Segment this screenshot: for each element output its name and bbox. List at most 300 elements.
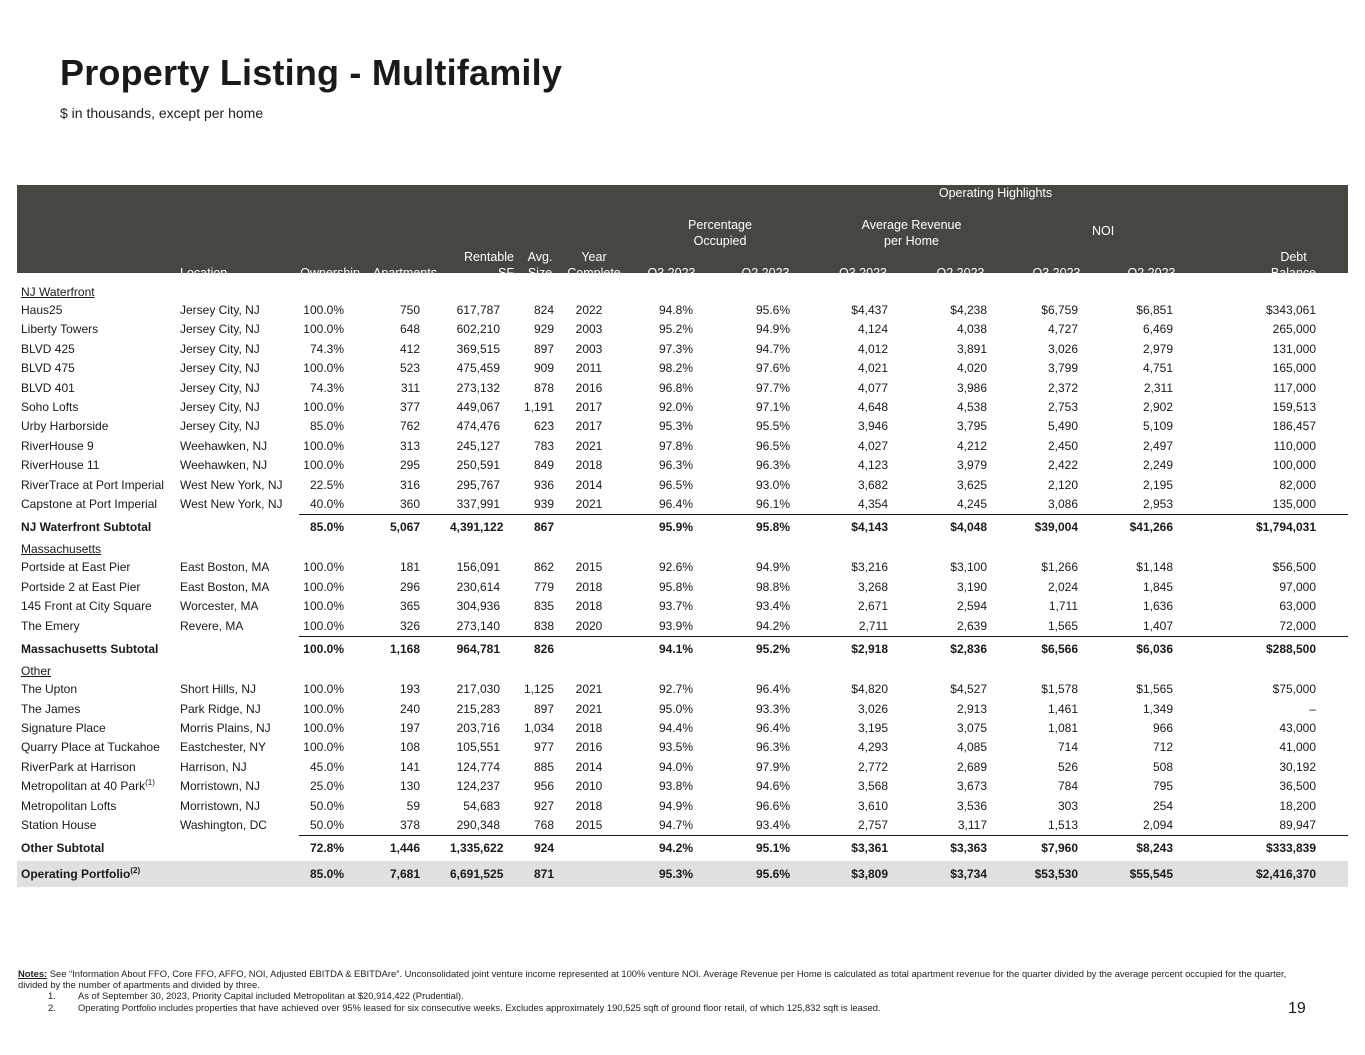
cell-rev-q3: 2,772 [857, 759, 888, 774]
cell-rev-q3: 3,946 [857, 419, 888, 434]
property-table [17, 185, 1348, 887]
cell-name: Urby Harborside [21, 419, 109, 434]
cell-noi-q3: 1,461 [1047, 701, 1078, 716]
cell-debt-balance: $1,794,031 [1199, 515, 1348, 541]
cell-avg-size: 826 [518, 637, 562, 663]
cell-debt-balance: $56,500 [1272, 560, 1317, 575]
cell-noi-q2: 254 [1152, 798, 1173, 813]
cell-debt-balance: 82,000 [1279, 477, 1317, 492]
cell-rev-q3: $2,918 [814, 637, 912, 663]
cell-rentable-sf: 215,283 [456, 701, 500, 716]
cell-ownership: 74.3% [309, 341, 344, 356]
cell-rentable-sf: 475,459 [456, 361, 500, 376]
cell-debt-balance: 186,457 [1272, 419, 1317, 434]
header-noi-q2: Q2 2023 [1127, 266, 1176, 280]
subtotal-row-other [17, 836, 1348, 862]
cell-noi-q2: 2,497 [1142, 438, 1173, 453]
cell-location: Worcester, MA [180, 599, 259, 614]
cell-rev-q2: $4,048 [912, 515, 1009, 541]
cell-ownership: 50.0% [309, 817, 344, 832]
cell-occ-q2: 97.6% [755, 361, 790, 376]
cell-year-complete: 2021 [575, 682, 603, 697]
notes-text: See “Information About FFO, Core FFO, AFFO, NOI, Adjusted EBITDA & EBITDAre”. Unconsolidated joint venture income represented at 100% venture NOI. Average Revenue per Home is calculated as total apartment revenue for the quarter divided by the average percent occupied for the quarter, divided by the number of apartments and divided by three. [18, 968, 1287, 991]
cell-name: Other Subtotal [21, 841, 105, 856]
table-row [17, 700, 1348, 719]
cell-occ-q2: 98.8% [755, 579, 790, 594]
cell-avg-size: 878 [533, 380, 554, 395]
cell-noi-q2: 966 [1152, 720, 1173, 735]
cell-occ-q3: 94.7% [658, 817, 693, 832]
cell-name: RiverHouse 11 [21, 458, 100, 473]
cell-noi-q2: 1,845 [1142, 579, 1173, 594]
section-label: Other [21, 664, 52, 679]
cell-ownership: 100.0% [303, 682, 344, 697]
cell-rentable-sf: 273,132 [456, 380, 500, 395]
table-row [17, 777, 1348, 796]
cell-noi-q2: 2,311 [1143, 380, 1173, 395]
cell-occ-q2: 93.4% [755, 817, 790, 832]
cell-rev-q2: 4,038 [956, 322, 987, 337]
cell-rev-q2: $4,238 [950, 303, 987, 317]
cell-debt-balance: 135,000 [1272, 497, 1317, 512]
operating-highlights-label: Operating Highlights [938, 186, 1053, 200]
cell-ownership: 85.0% [309, 419, 344, 434]
cell-occ-q2: 94.7% [755, 341, 790, 356]
cell-ownership: 100.0% [303, 560, 344, 575]
cell-noi-q3: 2,024 [1047, 579, 1078, 594]
cell-occ-q2: 96.4% [755, 682, 790, 697]
cell-occ-q3: 95.0% [658, 701, 693, 716]
cell-noi-q3: 1,711 [1048, 599, 1078, 614]
cell-debt-balance: 117,000 [1273, 380, 1317, 395]
footnote-2: 2. Operating Portfolio includes properties that have achieved over 95% leased for six consecutive weeks. Excludes approximately 190,525 sqft of ground floor retail, of which 125,832 sqft is leased. [48, 1001, 881, 1013]
cell-apartments: 240 [399, 701, 420, 716]
cell-location: Jersey City, NJ [180, 380, 260, 395]
cell-name: Haus25 [21, 303, 63, 317]
cell-occ-q2: 95.8% [717, 515, 814, 541]
cell-rev-q3: $3,809 [814, 861, 912, 887]
cell-occ-q3: 96.3% [658, 458, 693, 473]
cell-occ-q3: 95.3% [626, 861, 717, 887]
cell-ownership: 100.0% [303, 438, 344, 453]
cell-ownership: 100.0% [303, 599, 344, 614]
cell-occ-q2: 94.9% [755, 322, 790, 337]
cell-rev-q3: 3,026 [857, 701, 888, 716]
cell-year-complete: 2021 [575, 497, 603, 512]
section-header-other [17, 662, 1348, 680]
cell-location: Morris Plains, NJ [180, 720, 271, 735]
cell-apartments: 7,681 [364, 861, 446, 887]
cell-location [176, 861, 299, 887]
cell-rev-q2: 2,913 [956, 701, 987, 716]
cell-rev-q3: 3,610 [857, 798, 888, 813]
cell-debt-balance: 110,000 [1273, 438, 1317, 453]
cell-occ-q2: 94.9% [755, 560, 790, 575]
page-number: 19 [1288, 1000, 1306, 1017]
cell-location: Jersey City, NJ [180, 303, 260, 317]
cell-avg-size: 1,034 [523, 720, 554, 735]
cell-ownership: 100.0% [303, 720, 344, 735]
cell-rev-q2: 4,020 [956, 361, 987, 376]
cell-location: Washington, DC [180, 818, 267, 833]
cell-debt-balance: $2,416,370 [1199, 861, 1348, 887]
header-percentage-occupied: Percentage Occupied [688, 218, 752, 248]
footnote-marker: (2) [130, 866, 141, 876]
cell-location: Morristown, NJ [180, 798, 261, 813]
cell-apartments: 295 [399, 458, 420, 473]
cell-noi-q3: 3,026 [1047, 341, 1078, 356]
cell-occ-q3: 93.9% [658, 618, 693, 633]
cell-occ-q2: 96.3% [755, 740, 790, 755]
cell-debt-balance: 72,000 [1279, 618, 1317, 633]
cell-occ-q2: 96.1% [755, 497, 790, 512]
cell-rentable-sf: 449,067 [456, 400, 500, 415]
cell-ownership: 50.0% [309, 798, 344, 813]
table-row [17, 301, 1348, 320]
cell-rev-q3: $3,216 [851, 560, 888, 575]
cell-rev-q2: 3,891 [956, 341, 987, 356]
cell-rev-q2: 3,117 [957, 817, 987, 832]
cell-ownership: 74.3% [309, 380, 344, 395]
cell-year-complete: 2016 [575, 380, 603, 395]
cell-rev-q2: 3,795 [956, 419, 987, 434]
header-location: Location [180, 266, 228, 280]
cell-rev-q2: 2,689 [956, 759, 987, 774]
cell-location: East Boston, MA [180, 579, 270, 594]
cell-apartments: 108 [399, 740, 420, 755]
cell-noi-q2: 2,195 [1142, 477, 1173, 492]
operating-portfolio-row [17, 861, 1348, 887]
cell-ownership: 100.0% [303, 740, 344, 755]
cell-noi-q2: 1,349 [1142, 701, 1173, 716]
cell-occ-q2: 94.2% [755, 618, 790, 633]
table-row [17, 719, 1348, 738]
cell-avg-size: 824 [533, 303, 554, 317]
cell-noi-q2: 2,249 [1142, 458, 1173, 473]
cell-apartments: 1,168 [364, 637, 446, 663]
cell-avg-size: 871 [518, 861, 562, 887]
cell-debt-balance: 43,000 [1279, 720, 1317, 735]
table-row [17, 816, 1348, 836]
cell-apartments: 378 [399, 817, 420, 832]
cell-occ-q3: 94.8% [658, 303, 693, 317]
cell-rev-q3: $4,143 [814, 515, 912, 541]
cell-avg-size: 897 [533, 341, 554, 356]
cell-apartments: 59 [406, 798, 420, 813]
table-row [17, 597, 1348, 616]
cell-rentable-sf: 964,781 [446, 637, 518, 663]
table-row [17, 456, 1348, 475]
cell-year-complete: 2017 [575, 400, 603, 415]
cell-year-complete: 2016 [575, 740, 603, 755]
cell-apartments: 141 [399, 759, 420, 774]
cell-noi-q2: 2,902 [1142, 400, 1173, 415]
cell-name: Liberty Towers [21, 322, 99, 337]
cell-avg-size: 929 [533, 322, 554, 337]
notes-label: Notes: [18, 968, 48, 979]
cell-occ-q2: 95.1% [717, 836, 814, 862]
page-title: Property Listing - Multifamily [60, 52, 563, 93]
cell-noi-q2: 2,953 [1142, 497, 1173, 512]
cell-avg-size: 867 [518, 515, 562, 541]
cell-noi-q3: 1,565 [1047, 618, 1078, 633]
cell-year-complete: 2018 [575, 458, 603, 473]
cell-apartments: 193 [399, 682, 420, 697]
cell-rev-q3: 3,568 [857, 779, 888, 794]
cell-noi-q2: $1,148 [1136, 560, 1173, 575]
header-occ-q2: Q2 2023 [741, 266, 790, 280]
cell-occ-q2: 95.6% [755, 303, 790, 317]
table-body [17, 283, 1348, 887]
cell-name: NJ Waterfront Subtotal [21, 520, 152, 535]
cell-location: East Boston, MA [180, 560, 270, 575]
cell-avg-size: 897 [533, 701, 554, 716]
cell-rev-q2: 4,538 [956, 400, 987, 415]
cell-rev-q3: $3,361 [814, 836, 912, 862]
cell-name: Metropolitan Lofts [21, 798, 117, 813]
cell-year-complete: 2011 [576, 361, 602, 376]
cell-year-complete: 2018 [575, 798, 603, 813]
cell-debt-balance: 97,000 [1279, 579, 1317, 594]
cell-occ-q3: 95.3% [658, 419, 693, 434]
cell-location: Jersey City, NJ [180, 400, 260, 415]
cell-occ-q3: 94.2% [626, 836, 717, 862]
cell-occ-q2: 93.3% [755, 701, 790, 716]
cell-avg-size: 838 [533, 618, 554, 633]
subtotal-row-nj [17, 515, 1348, 541]
cell-year-complete [562, 515, 626, 541]
table-row [17, 320, 1348, 339]
cell-rev-q2: 3,625 [956, 477, 987, 492]
cell-debt-balance: $343,061 [1265, 303, 1317, 317]
table-row [17, 797, 1348, 816]
cell-noi-q2: $1,565 [1136, 682, 1173, 697]
cell-debt-balance: $288,500 [1199, 637, 1348, 663]
cell-rev-q3: 4,293 [857, 740, 888, 755]
cell-debt-balance: $75,000 [1272, 682, 1317, 697]
table-row [17, 340, 1348, 359]
header-noi: NOI [1092, 224, 1115, 238]
cell-location: Short Hills, NJ [180, 682, 257, 697]
cell-apartments: 311 [400, 380, 420, 395]
cell-rentable-sf: 295,767 [456, 477, 500, 492]
cell-year-complete: 2015 [575, 817, 603, 832]
cell-rentable-sf: 250,591 [456, 458, 500, 473]
cell-occ-q2: 96.4% [755, 720, 790, 735]
cell-location: Weehawken, NJ [180, 438, 268, 453]
cell-debt-balance: 165,000 [1272, 361, 1317, 376]
cell-occ-q2: 95.2% [717, 637, 814, 663]
cell-noi-q2: 795 [1152, 779, 1173, 794]
cell-occ-q3: 93.5% [658, 740, 693, 755]
header-rev-q3: Q3 2023 [839, 266, 887, 280]
cell-name: Signature Place [21, 720, 106, 735]
cell-noi-q3: 3,086 [1047, 497, 1078, 512]
cell-rev-q3: 3,195 [857, 720, 888, 735]
cell-apartments: 412 [399, 341, 420, 356]
table-row [17, 578, 1348, 597]
cell-noi-q2: 508 [1152, 759, 1173, 774]
cell-location: Morristown, NJ [180, 779, 261, 794]
cell-location: Weehawken, NJ [180, 458, 268, 473]
cell-noi-q3: 784 [1057, 779, 1078, 794]
cell-noi-q3: $6,566 [1009, 637, 1104, 663]
cell-name: BLVD 425 [21, 341, 75, 356]
cell-noi-q2: $41,266 [1104, 515, 1199, 541]
cell-rentable-sf: 105,551 [456, 740, 500, 755]
cell-location: West New York, NJ [180, 477, 283, 492]
cell-rentable-sf: 124,237 [456, 779, 500, 794]
page-subtitle: $ in thousands, except per home [60, 105, 264, 121]
table-row [17, 680, 1348, 699]
notes [18, 968, 1288, 1013]
cell-rev-q2: $3,734 [912, 861, 1009, 887]
subtotal-row-ma [17, 637, 1348, 663]
cell-location: Eastchester, NY [180, 740, 267, 755]
cell-rev-q2: 4,245 [956, 497, 987, 512]
cell-ownership: 85.0% [299, 861, 364, 887]
cell-rev-q3: 4,123 [857, 458, 888, 473]
cell-occ-q2: 97.9% [755, 759, 790, 774]
cell-occ-q3: 95.8% [658, 579, 693, 594]
cell-occ-q2: 93.4% [755, 599, 790, 614]
cell-apartments: 360 [399, 497, 420, 512]
cell-rev-q3: $4,437 [851, 303, 888, 317]
cell-avg-size: 924 [518, 836, 562, 862]
cell-noi-q2: 4,751 [1142, 361, 1173, 376]
cell-occ-q2: 97.1% [755, 400, 790, 415]
cell-location: Harrison, NJ [180, 759, 247, 774]
cell-year-complete: 2010 [575, 779, 603, 794]
table-header [17, 185, 1348, 283]
table-row [17, 617, 1348, 637]
cell-occ-q2: 96.5% [755, 438, 790, 453]
cell-occ-q3: 93.7% [658, 599, 693, 614]
cell-name: 145 Front at City Square [21, 599, 152, 614]
cell-year-complete [562, 861, 626, 887]
cell-ownership: 72.8% [299, 836, 364, 862]
cell-avg-size: 768 [533, 817, 554, 832]
cell-rentable-sf: 273,140 [456, 618, 500, 633]
cell-apartments: 316 [399, 477, 420, 492]
cell-noi-q2: 712 [1152, 740, 1173, 755]
cell-rev-q2: 2,639 [956, 618, 987, 633]
cell-noi-q2: 2,979 [1142, 341, 1173, 356]
cell-rev-q3: 3,268 [857, 579, 888, 594]
cell-occ-q3: 96.4% [658, 497, 693, 512]
cell-rev-q2: 4,212 [956, 438, 987, 453]
cell-debt-balance: $333,839 [1199, 836, 1348, 862]
cell-rev-q3: 4,077 [857, 380, 888, 395]
cell-rev-q3: 4,124 [857, 322, 888, 337]
cell-rentable-sf: 156,091 [456, 560, 500, 575]
header-rev-q2: Q2 2023 [936, 266, 985, 280]
cell-occ-q2: 94.6% [755, 779, 790, 794]
cell-debt-balance: 131,000 [1272, 341, 1317, 356]
cell-name: Portside at East Pier [21, 560, 131, 575]
cell-rentable-sf: 217,030 [456, 682, 500, 697]
cell-noi-q3: 303 [1057, 798, 1078, 813]
cell-avg-size: 862 [533, 560, 554, 575]
cell-ownership: 100.0% [303, 400, 344, 415]
cell-ownership: 25.0% [309, 779, 344, 794]
cell-year-complete: 2014 [575, 759, 603, 774]
cell-occ-q3: 97.8% [658, 438, 693, 453]
cell-noi-q3: $53,530 [1009, 861, 1104, 887]
cell-apartments: 313 [399, 438, 420, 453]
cell-apartments: 377 [399, 400, 420, 415]
cell-apartments: 296 [399, 579, 420, 594]
cell-noi-q3: 2,372 [1047, 380, 1078, 395]
cell-noi-q3: 2,422 [1047, 458, 1078, 473]
header-avg-size: Avg. Size [527, 250, 553, 280]
cell-noi-q2: $8,243 [1104, 836, 1199, 862]
header-noi-q3: NOI Q3 2023 [1032, 224, 1115, 280]
cell-ownership: 100.0% [303, 579, 344, 594]
cell-noi-q3: 526 [1057, 759, 1078, 774]
header-year-complete: Year Complete [567, 250, 621, 280]
cell-rentable-sf: 369,515 [456, 341, 500, 356]
cell-noi-q3: 3,799 [1047, 361, 1078, 376]
cell-occ-q2: 96.6% [755, 798, 790, 813]
cell-year-complete: 2018 [575, 579, 603, 594]
cell-location: Jersey City, NJ [180, 419, 260, 434]
cell-occ-q3: 98.2% [658, 361, 693, 376]
cell-debt-balance: 265,000 [1272, 322, 1317, 337]
cell-rev-q3: 4,021 [857, 361, 888, 376]
cell-rentable-sf: 290,348 [456, 817, 500, 832]
cell-avg-size: 885 [533, 759, 554, 774]
cell-occ-q3: 92.0% [658, 400, 693, 415]
cell-ownership: 45.0% [309, 759, 344, 774]
header-apartments: Apartments [373, 266, 437, 280]
cell-year-complete: 2020 [575, 618, 603, 633]
cell-name: Massachusetts Subtotal [21, 641, 159, 656]
cell-noi-q2: 5,109 [1142, 419, 1173, 434]
cell-noi-q2: 6,469 [1142, 322, 1173, 337]
cell-rentable-sf: 337,991 [456, 497, 500, 512]
cell-name: Capstone at Port Imperial [21, 497, 158, 512]
cell-year-complete: 2017 [575, 419, 603, 434]
cell-noi-q2: 2,094 [1142, 817, 1173, 832]
cell-name: RiverPark at Harrison [21, 759, 136, 774]
cell-debt-balance: 63,000 [1279, 599, 1317, 614]
cell-noi-q3: 1,513 [1047, 817, 1078, 832]
cell-apartments: 750 [399, 303, 420, 317]
cell-occ-q3: 94.0% [658, 759, 693, 774]
cell-year-complete [562, 836, 626, 862]
cell-ownership: 100.0% [303, 303, 344, 317]
cell-occ-q3: 94.9% [658, 798, 693, 813]
cell-avg-size: 623 [533, 419, 554, 434]
cell-debt-balance: – [1309, 701, 1317, 716]
cell-occ-q3: 93.8% [658, 779, 693, 794]
cell-rev-q2: 3,075 [956, 720, 987, 735]
cell-ownership: 100.0% [303, 701, 344, 716]
cell-noi-q2: $6,036 [1104, 637, 1199, 663]
cell-noi-q3: $1,266 [1041, 560, 1078, 575]
cell-rentable-sf: 230,614 [456, 579, 500, 594]
cell-year-complete: 2015 [575, 560, 603, 575]
cell-avg-size: 909 [533, 361, 554, 376]
cell-rentable-sf: 602,210 [456, 322, 500, 337]
cell-occ-q3: 92.7% [658, 682, 693, 697]
cell-name: Soho Lofts [21, 400, 79, 415]
cell-occ-q3: 95.2% [658, 322, 693, 337]
table-row [17, 359, 1348, 378]
cell-noi-q3: 2,450 [1047, 438, 1078, 453]
cell-ownership: 40.0% [309, 497, 344, 512]
